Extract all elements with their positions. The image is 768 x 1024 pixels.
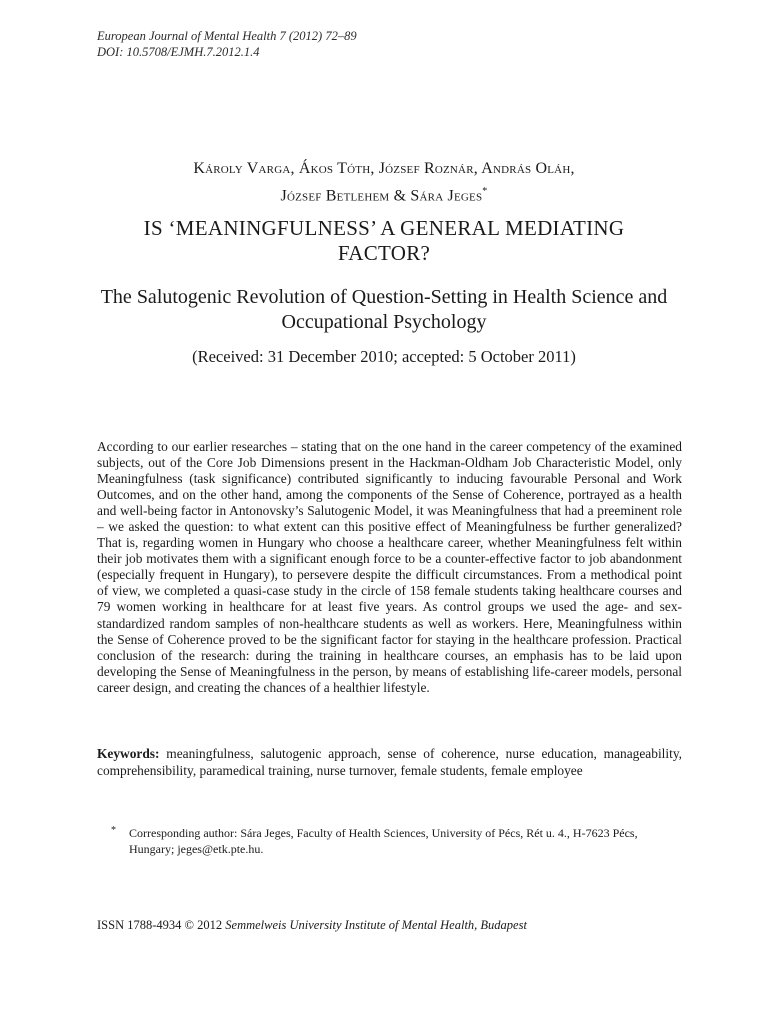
paper-subtitle: The Salutogenic Revolution of Question-Setting in Health Science and Occupational Psychology (100, 286, 668, 333)
keywords-label: Keywords: (97, 746, 160, 761)
author-list (0, 157, 768, 207)
abstract: According to our earlier researches – stating that on the one hand in the career competency of the examined subjects, out of the Core Job Dimensions present in the Hackman-Oldham Job Characteristic Model, only Meaningfulness (task significance) contributed significantly to inducing favourable Personal and Work Outcomes, and on the other hand, among the components of the Sense of Coherence, portrayed as a health and well-being factor in Antonovsky’s Salutogenic Model, it was Meaningfulness that had a preeminent role – we asked the question: to what extent can this positive effect of Meaningfulness be further generalized? That is, regarding women in Hungary who choose a healthcare career, whether Meaningfulness felt within their job motivates them with a significant enough force to be a counter-effective factor to job abandonment (especially frequent in Hungary), to persevere despite the difficult circumstances. From a methodical point of view, we completed a quasi-case study in the circle of 158 female students taking healthcare courses and 79 women working in healthcare for at least five years. As control groups we used the age- and sex-standardized random samples of non-healthcare students as well as workers. Here, Meaningfulness within the Sense of Coherence proved to be the significant factor for staying in the healthcare profession. Practical conclusion of the research: during the training in healthcare courses, an emphasis has to be laid upon developing the Sense of Meaningfulness in the person, by means of establishing life-career models, personal career design, and creating the chances of a healthier lifestyle. (97, 439, 682, 695)
journal-citation: European Journal of Mental Health 7 (2012) 72–89 (97, 29, 357, 43)
footnote (97, 826, 682, 857)
authors-line-2 (0, 180, 768, 207)
footnote-text: Corresponding author: Sára Jeges, Faculty of Health Sciences, University of Pécs, Rét u. 4., H-7623 Pécs, Hungary; jeges@etk.pte.hu. (129, 826, 638, 856)
author-footnote-mark: * (482, 186, 488, 197)
journal-header (97, 28, 357, 60)
journal-doi: DOI: 10.5708/EJMH.7.2012.1.4 (97, 45, 260, 59)
authors-line-1: Károly Varga, Ákos Tóth, József Roznár, András Oláh, (193, 160, 575, 177)
footnote-mark: * (111, 825, 116, 836)
keywords (97, 746, 682, 779)
authors-line-2-text: József Betlehem & Sára Jeges (280, 187, 483, 205)
footer-publisher: Semmelweis University Institute of Mental Health, Budapest (225, 918, 527, 932)
received-dates: (Received: 31 December 2010; accepted: 5 October 2011) (192, 347, 576, 366)
paper-title: IS ‘MEANINGFULNESS’ A GENERAL MEDIATING FACTOR? (143, 216, 625, 265)
keywords-text: meaningfulness, salutogenic approach, sense of coherence, nurse education, manageability, comprehensibility, paramedical training, nurse turnover, female students, female employee (97, 746, 682, 778)
footer-issn: ISSN 1788-4934 © 2012 (97, 918, 223, 932)
page-footer (97, 917, 697, 933)
